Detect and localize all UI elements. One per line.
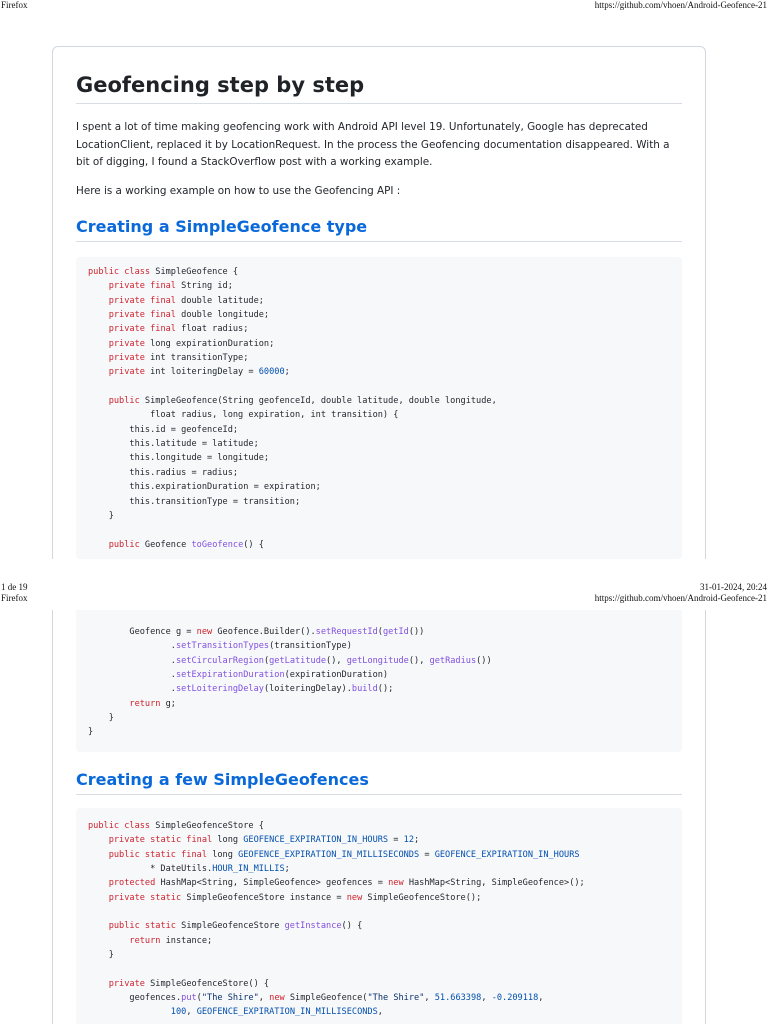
code-line: private int loiteringDelay = 60000; — [108, 367, 290, 378]
page-url[interactable]: https://github.com/vhoen/Android-Geofence-21 — [594, 593, 767, 603]
code-line: public Geofence toGeofence() { — [108, 539, 264, 550]
code-line: this.longitude = longitude; — [88, 453, 270, 464]
page-number: 1 de 19 — [1, 582, 28, 592]
code-line: private final double latitude; — [108, 295, 264, 306]
print-header-page2 — [0, 593, 768, 605]
code-line: } — [88, 727, 94, 738]
code-line: private static SimpleGeofenceStore instance = new SimpleGeofenceStore(); — [108, 892, 482, 903]
print-header-page1 — [0, 0, 768, 12]
code-line: .setCircularRegion(getLatitude(), getLongitude(), getRadius()) — [88, 655, 492, 666]
code-line: protected HashMap<String, SimpleGeofence> geofences = new HashMap<String, SimpleGeofence>(); — [108, 878, 585, 889]
code-line: private static final long GEOFENCE_EXPIRATION_IN_HOURS = 12; — [108, 835, 420, 846]
readme-card-continued — [52, 610, 706, 1024]
intro-paragraph-2: Here is a working example on how to use the Geofencing API : — [76, 185, 401, 197]
code-line: private SimpleGeofenceStore() { — [108, 978, 270, 989]
code-line: return instance; — [129, 935, 213, 946]
article-title: Geofencing step by step — [76, 73, 682, 104]
code-line: .setLoiteringDelay(loiteringDelay).build(); — [88, 684, 394, 695]
intro-paragraph: I spent a lot of time making geofencing work with Android API level 19. Unfortunately, Google has deprecated LocationClient, replaced it by LocationRequest. In the process the Geofencing documentation disappeared. With a bit of digging, I found a StackOverflow post with a working example. — [76, 121, 670, 168]
code-line: this.expirationDuration = expiration; — [88, 482, 321, 493]
code-line: Geofence g = new Geofence.Builder().setRequestId(getId()) — [88, 627, 425, 637]
code-line: .setExpirationDuration(expirationDuration) — [88, 670, 389, 681]
code-line: private final String id; — [108, 281, 233, 292]
print-datetime: 31-01-2024, 20:24 — [700, 582, 767, 592]
code-line: geofences.put("The Shire", new SimpleGeofence("The Shire", 51.663398, -0.209118, — [88, 993, 544, 1004]
code-line: } — [88, 950, 114, 961]
code-line: public class SimpleGeofence { — [88, 267, 239, 277]
code-line: public SimpleGeofence(String geofenceId, double latitude, double longitude, — [108, 396, 497, 407]
code-block-togeofence-body — [76, 610, 682, 752]
code-line: .setTransitionTypes(transitionType) — [88, 641, 352, 652]
code-line: 100, GEOFENCE_EXPIRATION_IN_MILLISECONDS, — [170, 1007, 383, 1018]
section-heading-simplegeofence-type[interactable]: Creating a SimpleGeofence type — [76, 217, 682, 242]
code-line: this.id = geofenceId; — [88, 424, 239, 435]
browser-name: Firefox — [1, 0, 28, 10]
code-line: private final float radius; — [108, 324, 249, 335]
code-line: * DateUtils.HOUR_IN_MILLIS; — [88, 864, 290, 875]
browser-name: Firefox — [1, 593, 28, 603]
code-line: public static SimpleGeofenceStore getInstance() { — [108, 921, 363, 932]
code-line: this.radius = radius; — [88, 467, 239, 478]
code-line: } — [88, 510, 114, 521]
code-line: private int transitionType; — [108, 353, 249, 364]
readme-card — [52, 46, 706, 559]
code-line: float radius, long expiration, int transition) { — [88, 410, 399, 421]
section-heading-few-simplegeofences[interactable]: Creating a few SimpleGeofences — [76, 770, 682, 795]
code-line: public static final long GEOFENCE_EXPIRATION_IN_MILLISECONDS = GEOFENCE_EXPIRATION_IN_HOURS — [108, 849, 580, 860]
code-line: private long expirationDuration; — [108, 338, 275, 349]
page-url[interactable]: https://github.com/vhoen/Android-Geofence-21 — [594, 0, 767, 10]
code-line: private final double longitude; — [108, 310, 270, 321]
code-line: public class SimpleGeofenceStore { — [88, 821, 264, 831]
code-block-simplegeofence — [76, 257, 682, 559]
code-block-simplegeofencestore — [76, 808, 682, 1024]
code-line: this.latitude = latitude; — [88, 439, 259, 450]
code-line: this.transitionType = transition; — [88, 496, 301, 507]
code-line: } — [88, 713, 114, 724]
code-line: return g; — [129, 698, 176, 709]
